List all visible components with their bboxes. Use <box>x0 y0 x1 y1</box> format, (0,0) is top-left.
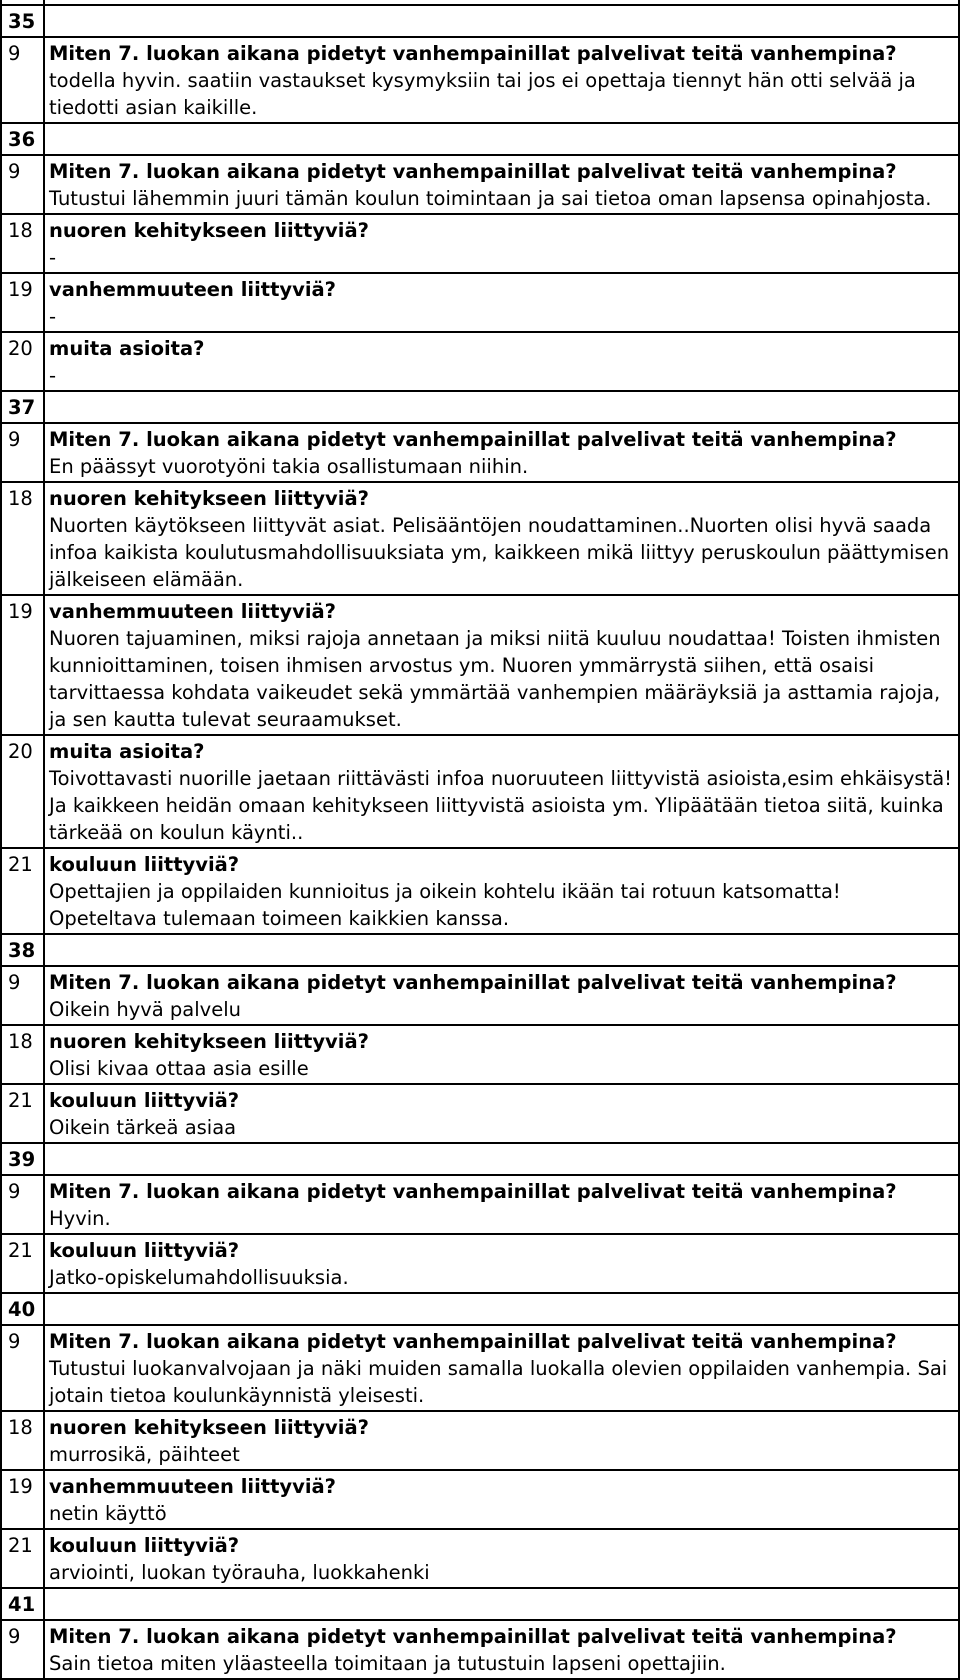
question-answer-cell <box>44 155 959 214</box>
question-number: 20 <box>1 332 44 391</box>
question-answer-cell <box>44 1325 959 1411</box>
answer-text: Jatko-opiskelumahdollisuuksia. <box>49 1266 349 1289</box>
respondent-header-blank <box>44 934 959 966</box>
question-text: nuoren kehitykseen liittyviä? <box>49 487 369 510</box>
answer-text: arviointi, luokan työrauha, luokkahenki <box>49 1561 430 1584</box>
answer-text: - <box>49 364 57 387</box>
question-text: vanhemmuuteen liittyviä? <box>49 600 336 623</box>
respondent-id: 37 <box>1 391 44 423</box>
question-answer-cell <box>44 1411 959 1470</box>
question-text: nuoren kehitykseen liittyviä? <box>49 1416 369 1439</box>
respondent-header-row <box>1 1588 959 1620</box>
respondent-header-row <box>1 391 959 423</box>
answer-text: Nuorten käytökseen liittyvät asiat. Pelisääntöjen noudattaminen..Nuorten olisi hyvä saada infoa kaikista koulutusmahdollisuuksiata ym, kaikkeen mikä liittyy peruskoulun päättymisen jälkeiseen elämään. <box>49 514 950 591</box>
respondent-header-blank <box>44 123 959 155</box>
question-answer-row <box>1 735 959 848</box>
answer-text: murrosikä, päihteet <box>49 1443 240 1466</box>
question-text: Miten 7. luokan aikana pidetyt vanhempainillat palvelivat teitä vanhempina? <box>49 1330 897 1353</box>
respondent-id: 35 <box>1 5 44 37</box>
question-text: Miten 7. luokan aikana pidetyt vanhempainillat palvelivat teitä vanhempina? <box>49 428 897 451</box>
question-answer-row <box>1 155 959 214</box>
question-number: 20 <box>1 735 44 848</box>
question-text: Miten 7. luokan aikana pidetyt vanhempainillat palvelivat teitä vanhempina? <box>49 42 897 65</box>
respondent-header-row <box>1 1143 959 1175</box>
answer-text: Hyvin. <box>49 1207 111 1230</box>
question-number: 21 <box>1 1234 44 1293</box>
question-answer-cell <box>44 735 959 848</box>
question-number: 19 <box>1 595 44 735</box>
question-text: Miten 7. luokan aikana pidetyt vanhempainillat palvelivat teitä vanhempina? <box>49 971 897 994</box>
question-number: 21 <box>1 1529 44 1588</box>
question-answer-cell <box>44 1234 959 1293</box>
question-number: 9 <box>1 423 44 482</box>
question-answer-cell <box>44 37 959 123</box>
question-answer-row <box>1 37 959 123</box>
answer-text <box>49 0 954 3</box>
question-answer-row <box>1 1529 959 1588</box>
question-answer-cell <box>44 482 959 595</box>
question-answer-cell <box>44 966 959 1025</box>
question-answer-row <box>1 214 959 273</box>
survey-responses-body <box>1 0 959 1679</box>
question-text: Miten 7. luokan aikana pidetyt vanhempainillat palvelivat teitä vanhempina? <box>49 1180 897 1203</box>
question-text: kouluun liittyviä? <box>49 853 240 876</box>
question-number: 9 <box>1 1175 44 1234</box>
question-answer-row <box>1 1175 959 1234</box>
question-number: 9 <box>1 966 44 1025</box>
question-answer-row <box>1 332 959 391</box>
question-number: 21 <box>1 848 44 934</box>
question-number: 18 <box>1 214 44 273</box>
question-text: kouluun liittyviä? <box>49 1089 240 1112</box>
respondent-header-blank <box>44 5 959 37</box>
answer-text: Opettajien ja oppilaiden kunnioitus ja oikein kohtelu ikään tai rotuun katsomatta! Opeteltava tulemaan toimeen kaikkien kanssa. <box>49 880 841 930</box>
question-answer-cell <box>44 1620 959 1679</box>
answer-text: - <box>49 246 57 269</box>
question-text: nuoren kehitykseen liittyviä? <box>49 1030 369 1053</box>
answer-text: En päässyt vuorotyöni takia osallistumaan niihin. <box>49 455 529 478</box>
question-answer-row <box>1 966 959 1025</box>
question-answer-cell <box>44 848 959 934</box>
respondent-header-blank <box>44 1293 959 1325</box>
question-answer-row <box>1 423 959 482</box>
respondent-header-blank <box>44 1588 959 1620</box>
question-text: vanhemmuuteen liittyviä? <box>49 278 336 301</box>
answer-text: Tutustui luokanvalvojaan ja näki muiden samalla luokalla olevien oppilaiden vanhempia. Sai jotain tietoa koulunkäynnistä yleisesti. <box>49 1357 948 1407</box>
question-answer-row <box>1 1470 959 1529</box>
question-answer-cell <box>44 214 959 273</box>
answer-text: Oikein hyvä palvelu <box>49 998 241 1021</box>
question-number: 19 <box>1 1470 44 1529</box>
question-number: 9 <box>1 155 44 214</box>
answer-text: Tutustui lähemmin juuri tämän koulun toimintaan ja sai tietoa oman lapsensa opinahjosta. <box>49 187 932 210</box>
respondent-id: 38 <box>1 934 44 966</box>
answer-text: - <box>49 305 57 328</box>
question-text: vanhemmuuteen liittyviä? <box>49 1475 336 1498</box>
question-answer-cell <box>44 595 959 735</box>
question-answer-cell <box>44 1175 959 1234</box>
answer-text: Oikein tärkeä asiaa <box>49 1116 237 1139</box>
question-answer-row <box>1 848 959 934</box>
question-text: muita asioita? <box>49 337 205 360</box>
respondent-id: 40 <box>1 1293 44 1325</box>
respondent-id: 41 <box>1 1588 44 1620</box>
question-answer-row <box>1 1084 959 1143</box>
question-answer-row <box>1 1620 959 1679</box>
question-answer-row <box>1 595 959 735</box>
answer-text: Olisi kivaa ottaa asia esille <box>49 1057 309 1080</box>
answer-text: Toivottavasti nuorille jaetaan riittävästi infoa nuoruuteen liittyvistä asioista,esim ehkäisystä! Ja kaikkeen heidän omaan kehitykseen liittyvistä asioista ym. Ylipäätään tietoa siitä, kuinka tärkeää on koulun käynti.. <box>49 767 952 844</box>
question-text: Miten 7. luokan aikana pidetyt vanhempainillat palvelivat teitä vanhempina? <box>49 1625 897 1648</box>
respondent-header-blank <box>44 1143 959 1175</box>
respondent-header-row <box>1 123 959 155</box>
question-answer-row <box>1 1325 959 1411</box>
answer-text: netin käyttö <box>49 1502 167 1525</box>
question-answer-cell <box>44 1529 959 1588</box>
question-number: 9 <box>1 1620 44 1679</box>
question-text: muita asioita? <box>49 740 205 763</box>
question-answer-cell <box>44 332 959 391</box>
respondent-id: 39 <box>1 1143 44 1175</box>
question-answer-row <box>1 1025 959 1084</box>
question-text: Miten 7. luokan aikana pidetyt vanhempainillat palvelivat teitä vanhempina? <box>49 160 897 183</box>
question-answer-row <box>1 1411 959 1470</box>
question-answer-cell <box>44 1470 959 1529</box>
respondent-header-row <box>1 5 959 37</box>
question-text: nuoren kehitykseen liittyviä? <box>49 219 369 242</box>
question-number: 18 <box>1 482 44 595</box>
question-number: 9 <box>1 1325 44 1411</box>
answer-text: Sain tietoa miten yläasteella toimitaan ja tutustuin lapseni opettajiin. <box>49 1652 726 1675</box>
question-answer-cell <box>44 1025 959 1084</box>
answer-text: todella hyvin. saatiin vastaukset kysymyksiin tai jos ei opettaja tiennyt hän otti selvää ja tiedotti asian kaikille. <box>49 69 916 119</box>
question-answer-cell <box>44 423 959 482</box>
question-answer-cell <box>44 273 959 332</box>
question-number: 9 <box>1 37 44 123</box>
question-answer-row <box>1 482 959 595</box>
question-number: 18 <box>1 1411 44 1470</box>
question-number: 21 <box>1 1084 44 1143</box>
question-answer-row <box>1 273 959 332</box>
question-number: 19 <box>1 273 44 332</box>
question-answer-row <box>1 1234 959 1293</box>
question-text: kouluun liittyviä? <box>49 1239 240 1262</box>
respondent-header-blank <box>44 391 959 423</box>
question-text: kouluun liittyviä? <box>49 1534 240 1557</box>
answer-text: Nuoren tajuaminen, miksi rajoja annetaan ja miksi niitä kuuluu noudattaa! Toisten ihmisten kunnioittaminen, toisen ihmisen arvostus ym. Nuoren ymmärrystä siihen, että osaisi tarvittaessa kohdata vaikeudet sekä ymmärtää vanhempien määräyksiä ja asttamia rajoja, ja sen kautta tulevat seuraamukset. <box>49 627 941 731</box>
question-answer-cell <box>44 1084 959 1143</box>
respondent-header-row <box>1 1293 959 1325</box>
respondent-header-row <box>1 934 959 966</box>
question-number: 18 <box>1 1025 44 1084</box>
respondent-id: 36 <box>1 123 44 155</box>
